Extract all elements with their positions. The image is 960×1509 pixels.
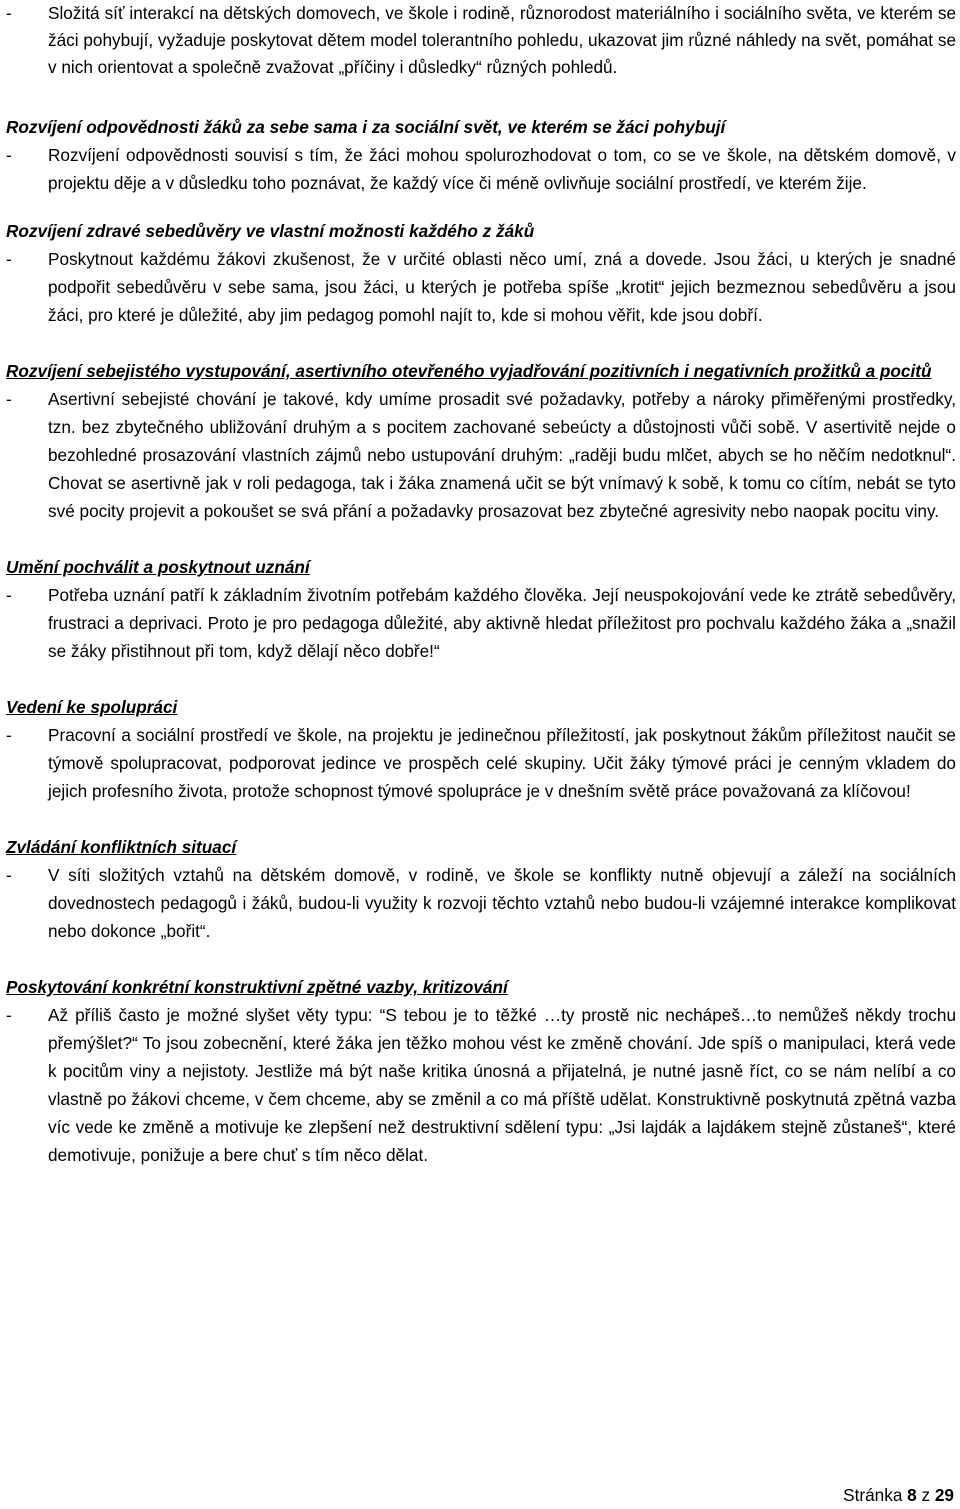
paragraph-text: V síti složitých vztahů na dětském domově, v rodině, ve škole se konflikty nutně objevují a záleží na sociálních dovednostech pedagogů i žáků, budou-li využity k rozvoji těchto vztahů nebo budou-li vzájemné interakce komplikovat nebo dokonce „bořit“. — [48, 865, 956, 941]
paragraph-text: Asertivní sebejisté chování je takové, kdy umíme prosadit své požadavky, potřeby a nároky přiměřenými prostředky, tzn. bez zbytečného ubližování druhým a s pocitem zachované sebeúcty a důstojnosti vůči sobě. V asertivitě nejde o bezohledné prosazování vlastních zájmů nebo ustupování druhým: „raději budu mlčet, abych se ho něčím nedotknul“. Chovat se asertivně jak v roli pedagoga, tak i žáka znamená učit se být vnímavý k sobě, k tomu co cítím, nebát se tyto své pocity projevit a pokoušet se svá přání a požadavky prosazovat bez zbytečné agresivity nebo naopak pocitu viny. — [48, 389, 956, 521]
section-heading-text: Poskytování konkrétní konstruktivní zpětné vazby, kritizování — [6, 977, 508, 997]
section-heading-text: Zvládání konfliktních situací — [6, 837, 237, 857]
section-paragraph — [6, 581, 956, 665]
section-feedback — [0, 973, 960, 1169]
paragraph-text: Poskytnout každému žákovi zkušenost, že v určité oblasti něco umí, zná a dovede. Jsou žáci, u kterých je snadné podpořit sebedůvěru v sebe sama, jsou žáci, u kterých je potřeba spíše „krotit“ jejich bezmeznou sebedůvěru a jsou žáci, pro které je důležité, aby jim pedagog pomohl najít to, kde si mohou věřit, kde jsou dobří. — [48, 249, 956, 325]
footer-total-pages: 29 — [934, 1485, 954, 1505]
paragraph-text: Až příliš často je možné slyšet věty typu: “S tebou je to těžké …ty prostě nic nechápeš…to nemůžeš někdy trochu přemýšlet?“ To jsou zobecnění, které žáka jen těžko mohou vést ke změně chování. Jde spíš o manipulaci, která vede k pocitům viny a nejistoty. Jestliže má být naše kritika únosná a přijatelná, je nutné jasně říct, co se nám nelíbí a co vlastně po žákovi chceme, v čem chceme, aby se změnil a co má příště udělat. Konstruktivně poskytnutá zpětná vazba víc vede ke změně a motivuje ke zlepšení než destruktivní sdělení typu: „Jsi lajdák a lajdákem stejně zůstaneš“, které demotivuje, ponižuje a bere chuť s tím něco dělat. — [48, 1005, 956, 1165]
paragraph-text: Potřeba uznání patří k základním životním potřebám každého člověka. Její neuspokojování vede ke ztrátě sebedůvěry, frustraci a deprivaci. Proto je pro pedagoga důležité, aby aktivně hledat příležitost pro pochvalu každého žáka a „snažil se žáky přistihnout při tom, když dělají něco dobře!“ — [48, 585, 956, 661]
bullet-dash: - — [6, 865, 12, 885]
page-number-footer — [843, 1483, 954, 1507]
bullet-dash: - — [6, 1005, 12, 1025]
section-heading — [6, 693, 956, 721]
section-conflicts — [0, 833, 960, 945]
section-heading — [6, 833, 956, 861]
section-heading-text: Rozvíjení sebejistého vystupování, asertivního otevřeného vyjadřování pozitivních i negativních prožitků a pocitů — [6, 361, 932, 381]
section-heading: Rozvíjení zdravé sebedůvěry ve vlastní možnosti každého z žáků — [6, 221, 535, 241]
section-paragraph — [6, 385, 956, 525]
intro-paragraph — [6, 0, 956, 81]
footer-current-page: 8 — [907, 1485, 917, 1505]
bullet-dash: - — [6, 725, 12, 745]
section-paragraph — [6, 245, 956, 329]
section-heading — [6, 973, 956, 1001]
footer-of: z — [921, 1485, 931, 1505]
bullet-dash: - — [6, 249, 12, 269]
section-paragraph — [6, 1001, 956, 1169]
section-self-confidence — [0, 217, 960, 329]
section-praise — [0, 553, 960, 665]
section-heading — [6, 357, 956, 385]
section-paragraph — [6, 721, 956, 805]
paragraph-text: Pracovní a sociální prostředí ve škole, na projektu je jedinečnou příležitostí, jak poskytnout žákům příležitost naučit se týmově spolupracovat, podporovat jedince ve prospěch celé skupiny. Učit žáky týmové práci je cenným vkladem do jejich profesního života, protože schopnost týmové spolupráce je v dnešním světě práce považovaná za klíčovou! — [48, 725, 956, 801]
bullet-dash: - — [6, 145, 12, 165]
section-cooperation — [0, 693, 960, 805]
section-paragraph — [6, 141, 956, 197]
section-responsibility — [0, 113, 960, 197]
footer-prefix: Stránka — [843, 1485, 903, 1505]
paragraph-text: Složitá síť interakcí na dětských domovech, ve škole i rodině, různorodost materiálního i sociálního světa, ve kterém se žáci pohybují, vyžaduje poskytovat dětem model tolerantního pohledu, ukazovat jim různé náhledy na svět, pomáhat se v nich orientovat a společně zvažovat „příčiny i důsledky“ různých pohledů. — [48, 3, 956, 77]
section-heading-text: Vedení ke spolupráci — [6, 697, 178, 717]
section-heading: Rozvíjení odpovědnosti žáků za sebe sama i za sociální svět, ve kterém se žáci pohybují — [6, 117, 726, 137]
paragraph-text: Rozvíjení odpovědnosti souvisí s tím, že žáci mohou spolurozhodovat o tom, co se ve škole, na dětském domově, v projektu děje a v důsledku toho poznávat, že každý více či méně ovlivňuje sociální prostředí, ve kterém žije. — [48, 145, 956, 193]
bullet-dash: - — [6, 3, 12, 23]
section-assertiveness — [0, 357, 960, 525]
section-paragraph — [6, 861, 956, 945]
bullet-dash: - — [6, 389, 12, 409]
section-heading-text: Umění pochválit a poskytnout uznání — [6, 557, 310, 577]
section-heading — [6, 553, 956, 581]
bullet-dash: - — [6, 585, 12, 605]
